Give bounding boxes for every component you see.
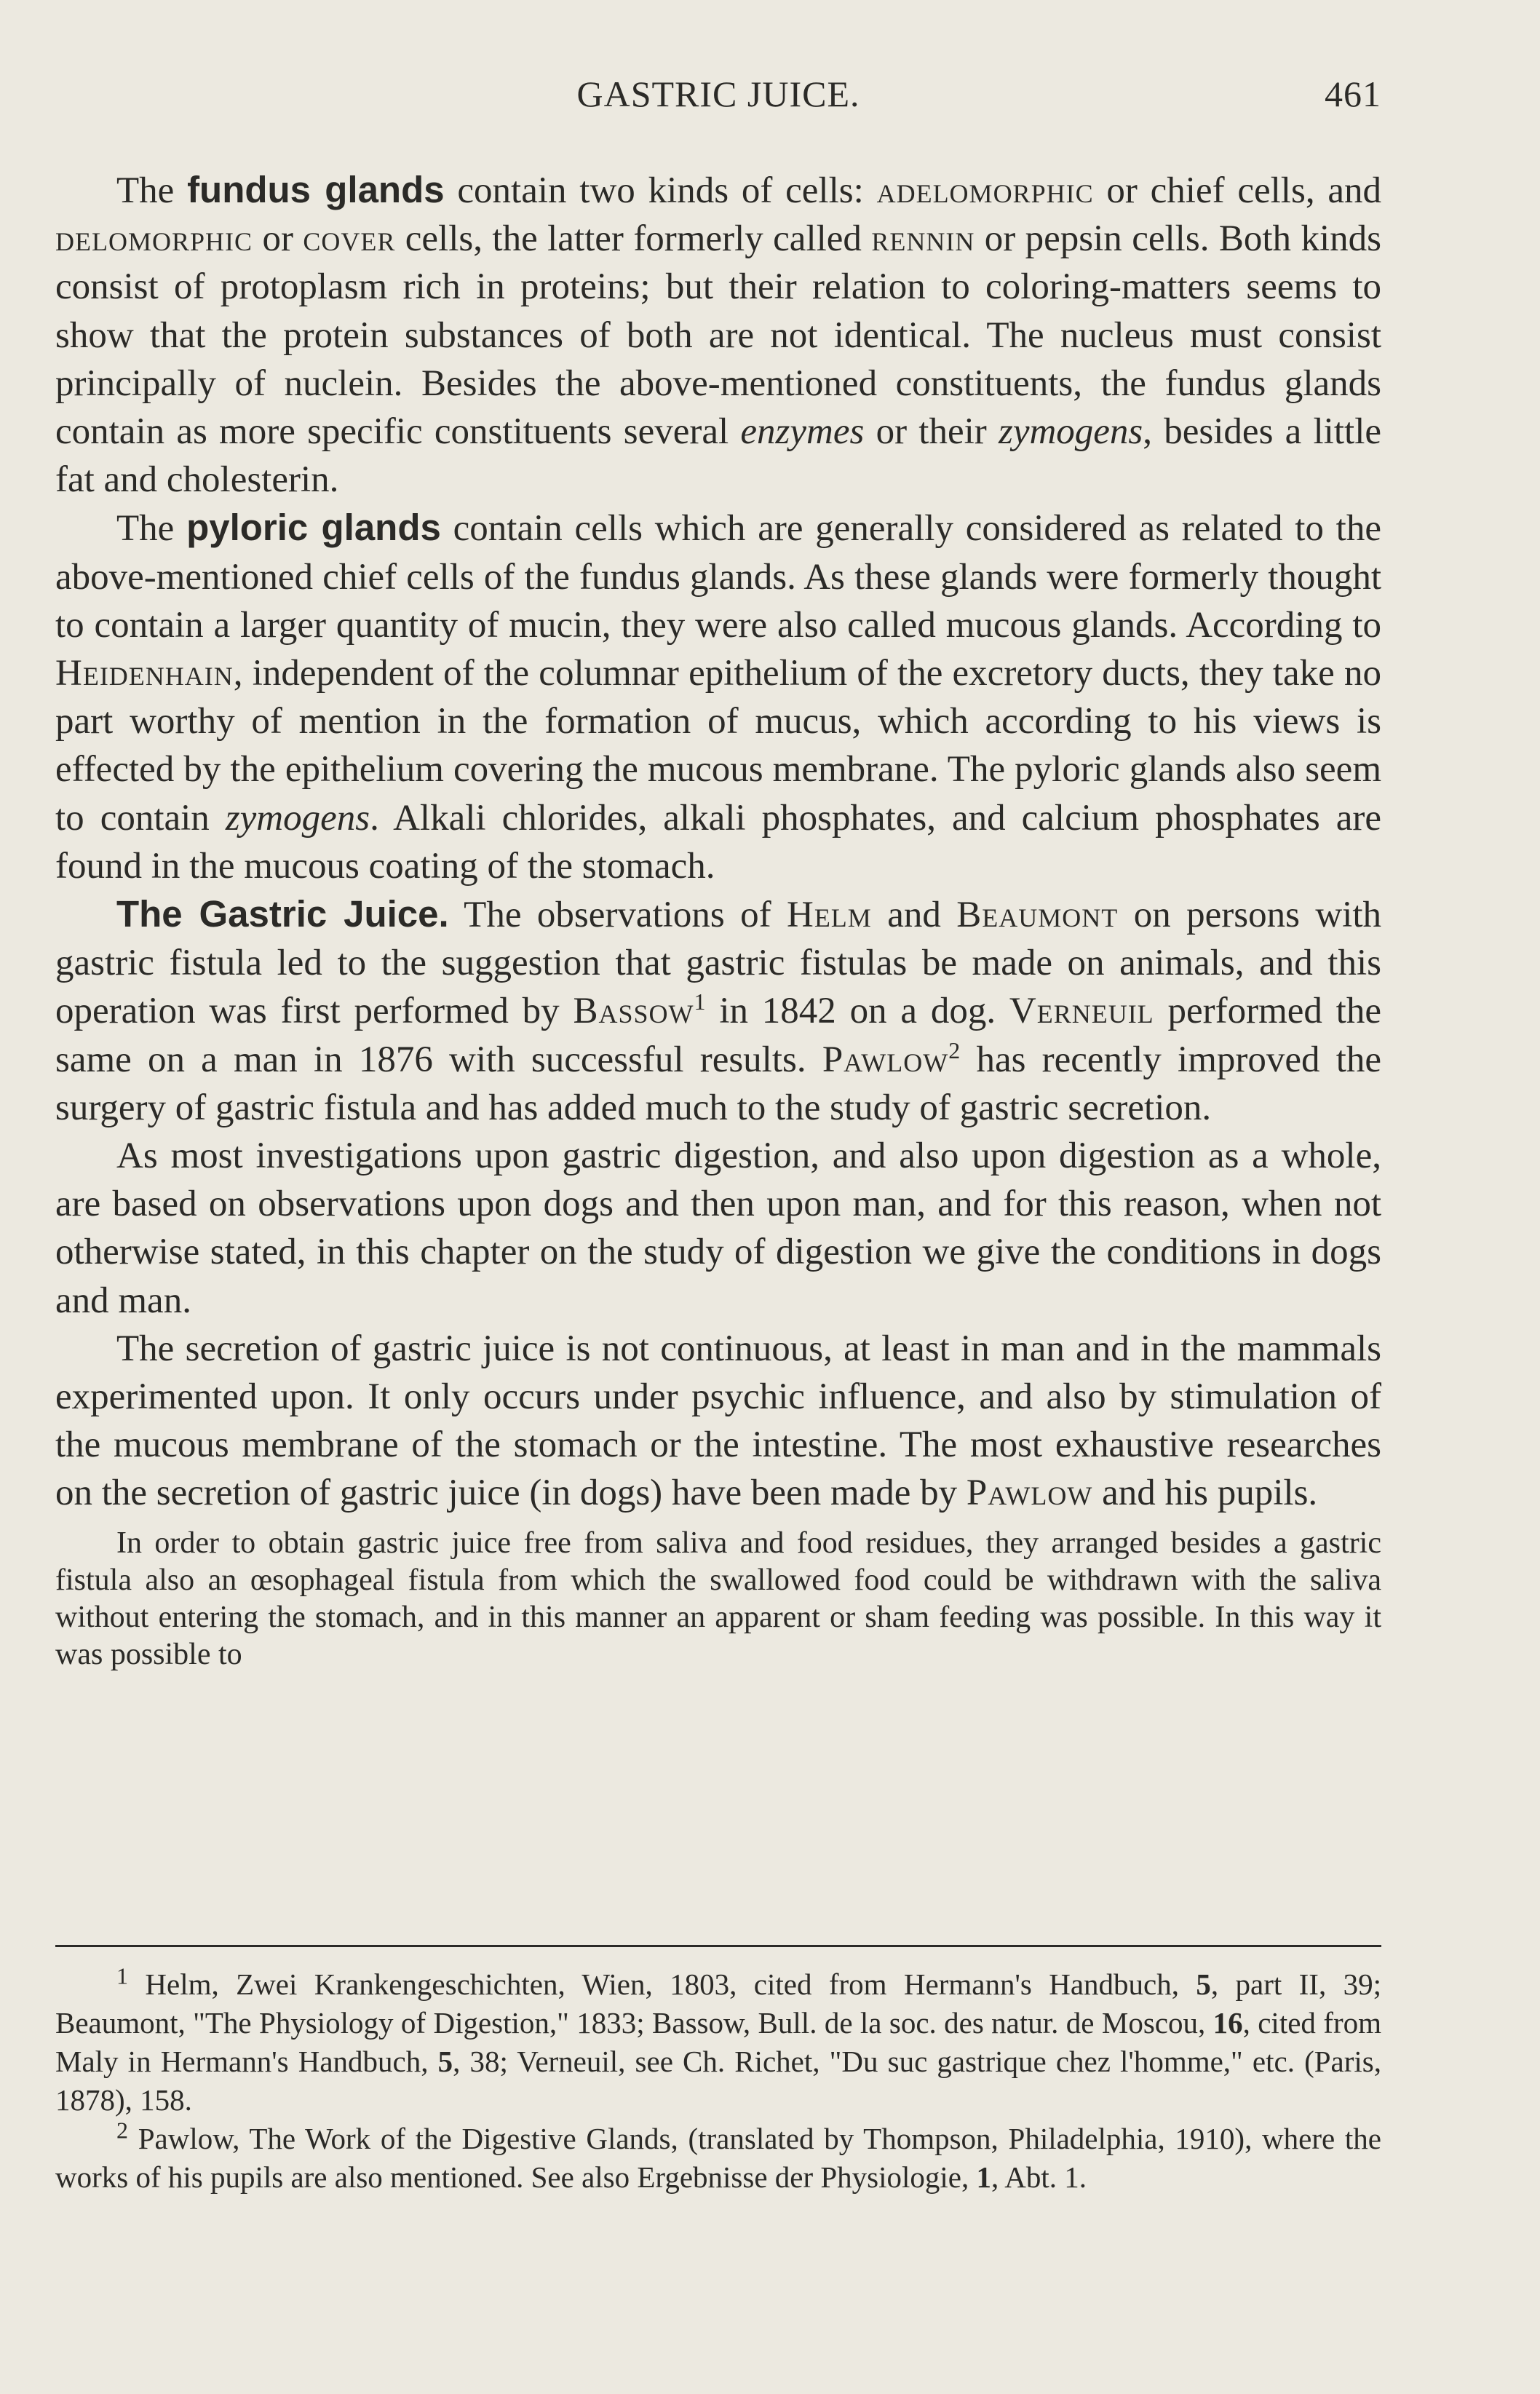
- paragraph-gastric-juice: [55, 890, 1381, 1132]
- text-run: Helm, Zwei Krankengeschichten, Wien, 1803, cited from Hermann's Handbuch,: [128, 1967, 1196, 2001]
- author-verneuil: Verneuil: [1009, 991, 1154, 1032]
- footnotes: [55, 1962, 1381, 2197]
- text-run: The observations of: [448, 895, 787, 936]
- footnote-2: [55, 2117, 1381, 2197]
- paragraph-secretion: [55, 1325, 1381, 1518]
- text-run: has recently improved the surgery of gastric fistula and has added much to the study of gastric secretion.: [55, 1039, 1381, 1128]
- term-delomorphic: delomorphic: [55, 218, 253, 260]
- footnote-ref-2: 2: [948, 1037, 961, 1063]
- footnote-mark-1: 1: [116, 1962, 128, 1989]
- volume-number: 5: [1196, 1967, 1211, 2001]
- section-heading-gastric-juice: The Gastric Juice.: [116, 893, 449, 935]
- author-pawlow: Pawlow: [966, 1473, 1093, 1514]
- author-beaumont: Beaumont: [956, 895, 1119, 936]
- paragraph-pyloric-glands: [55, 504, 1381, 890]
- text-run: The: [116, 508, 187, 550]
- text-run: , cited from Maly in Hermann's Handbuch,: [55, 2006, 1381, 2078]
- paragraph-investigations: As most investigations upon gastric digestion, and also upon digestion as a whole, are based on observations upon dogs and then upon man, and for this reason, when not otherwise stated, in this chapter on the study of digestion we give the conditions in dogs and man.: [55, 1135, 1381, 1321]
- text-run: , besides a little fat and cholesterin.: [55, 411, 1381, 501]
- volume-number: 1: [976, 2160, 991, 2194]
- term-zymogens: zymogens: [225, 797, 370, 839]
- page-number: 461: [1325, 74, 1381, 114]
- author-helm: Helm: [786, 895, 872, 936]
- term-enzymes: enzymes: [740, 411, 865, 453]
- text-run: The secretion of gastric juice is not continuous, at least in man and in the mammals experimented upon. It only occurs under psychic influence, and also by stimulation of the mucous membrane of the stomach or the intestine. The most exhaustive researches on the secretion of gastric juice (in dogs) have been made by: [55, 1328, 1381, 1514]
- term-pyloric-glands: pyloric glands: [186, 507, 441, 549]
- text-run: and: [871, 895, 957, 936]
- text-run: The: [116, 170, 188, 211]
- footnote-mark-2: 2: [116, 2117, 128, 2144]
- text-run: , independent of the columnar epithelium of the excretory ducts, they take no part worthy of mention in the formation of mucus, which according to his views is effected by the epithelium covering the mucous membrane. The pyloric glands also seem to contain: [55, 653, 1381, 839]
- text-run: cells, the latter formerly called: [395, 218, 872, 260]
- paragraph-sham-feeding: In order to obtain gastric juice free from saliva and food residues, they arranged besides a gastric fistula also an œsophageal fistula from which the swallowed food could be withdrawn with the saliva without entering the stomach, and in this manner an apparent or sham feeding was possible. In this way it was possible to: [55, 1526, 1381, 1671]
- text-run: on persons with gastric fistula led to the suggestion that gastric fistulas be made on animals, and this operation was first performed by: [55, 895, 1382, 1032]
- text-run: or: [253, 218, 303, 260]
- footnote-1: [55, 1962, 1381, 2120]
- volume-number: 5: [437, 2045, 453, 2078]
- text-run: or their: [864, 411, 999, 453]
- term-rennin: rennin: [871, 218, 975, 260]
- text-run: . Alkali chlorides, alkali phosphates, and calcium phosphates are found in the mucous coating of the stomach.: [55, 797, 1382, 887]
- author-heidenhain: Heidenhain: [55, 653, 234, 694]
- term-adelomorphic: adelomorphic: [876, 170, 1094, 211]
- volume-number: 16: [1212, 2006, 1243, 2040]
- text-run: or pepsin cells. Both kinds consist of protoplasm rich in proteins; but their relation to coloring-matters seems to show that the protein substances of both are not identical. The nucleus must consist principally of nuclein. Besides the above-mentioned constituents, the fundus glands contain as more specific constituents several: [55, 218, 1381, 453]
- footnote-divider: [55, 1945, 1381, 1947]
- footnote-ref-1: 1: [694, 988, 706, 1015]
- text-run: , 38; Verneuil, see Ch. Richet, "Du suc gastrique chez l'homme," etc. (Paris, 1878), 158.: [55, 2045, 1381, 2117]
- text-run: contain two kinds of cells:: [444, 170, 877, 211]
- text-run: , part II, 39; Beaumont, "The Physiology of Digestion," 1833; Bassow, Bull. de la soc. des natur. de Moscou,: [55, 1967, 1381, 2040]
- term-zymogens: zymogens: [998, 411, 1143, 453]
- text-run: , Abt. 1.: [991, 2160, 1087, 2194]
- author-bassow: Bassow: [573, 991, 694, 1032]
- text-run: in 1842 on a dog.: [705, 991, 1009, 1032]
- term-cover: cover: [303, 218, 396, 260]
- text-run: performed the same on a man in 1876 with successful results.: [55, 991, 1381, 1080]
- text-run: and his pupils.: [1092, 1473, 1318, 1514]
- text-run: contain cells which are generally considered as related to the above-mentioned chief cells of the fundus glands. As these glands were formerly thought to contain a larger quantity of mucin, they were also called mucous glands. According to: [55, 508, 1381, 646]
- running-header: [55, 73, 1381, 124]
- running-title: GASTRIC JUICE.: [576, 74, 860, 114]
- term-fundus-glands: fundus glands: [187, 169, 445, 210]
- text-run: or chief cells, and: [1093, 170, 1381, 211]
- text-run: Pawlow, The Work of the Digestive Glands, (translated by Thompson, Philadelphia, 1910), where the works of his pupils are also mentioned. See also Ergebnisse der Physiologie,: [55, 2122, 1381, 2194]
- body-text: [55, 166, 1381, 1673]
- paragraph-fundus-glands: [55, 166, 1381, 504]
- author-pawlow: Pawlow: [822, 1039, 949, 1080]
